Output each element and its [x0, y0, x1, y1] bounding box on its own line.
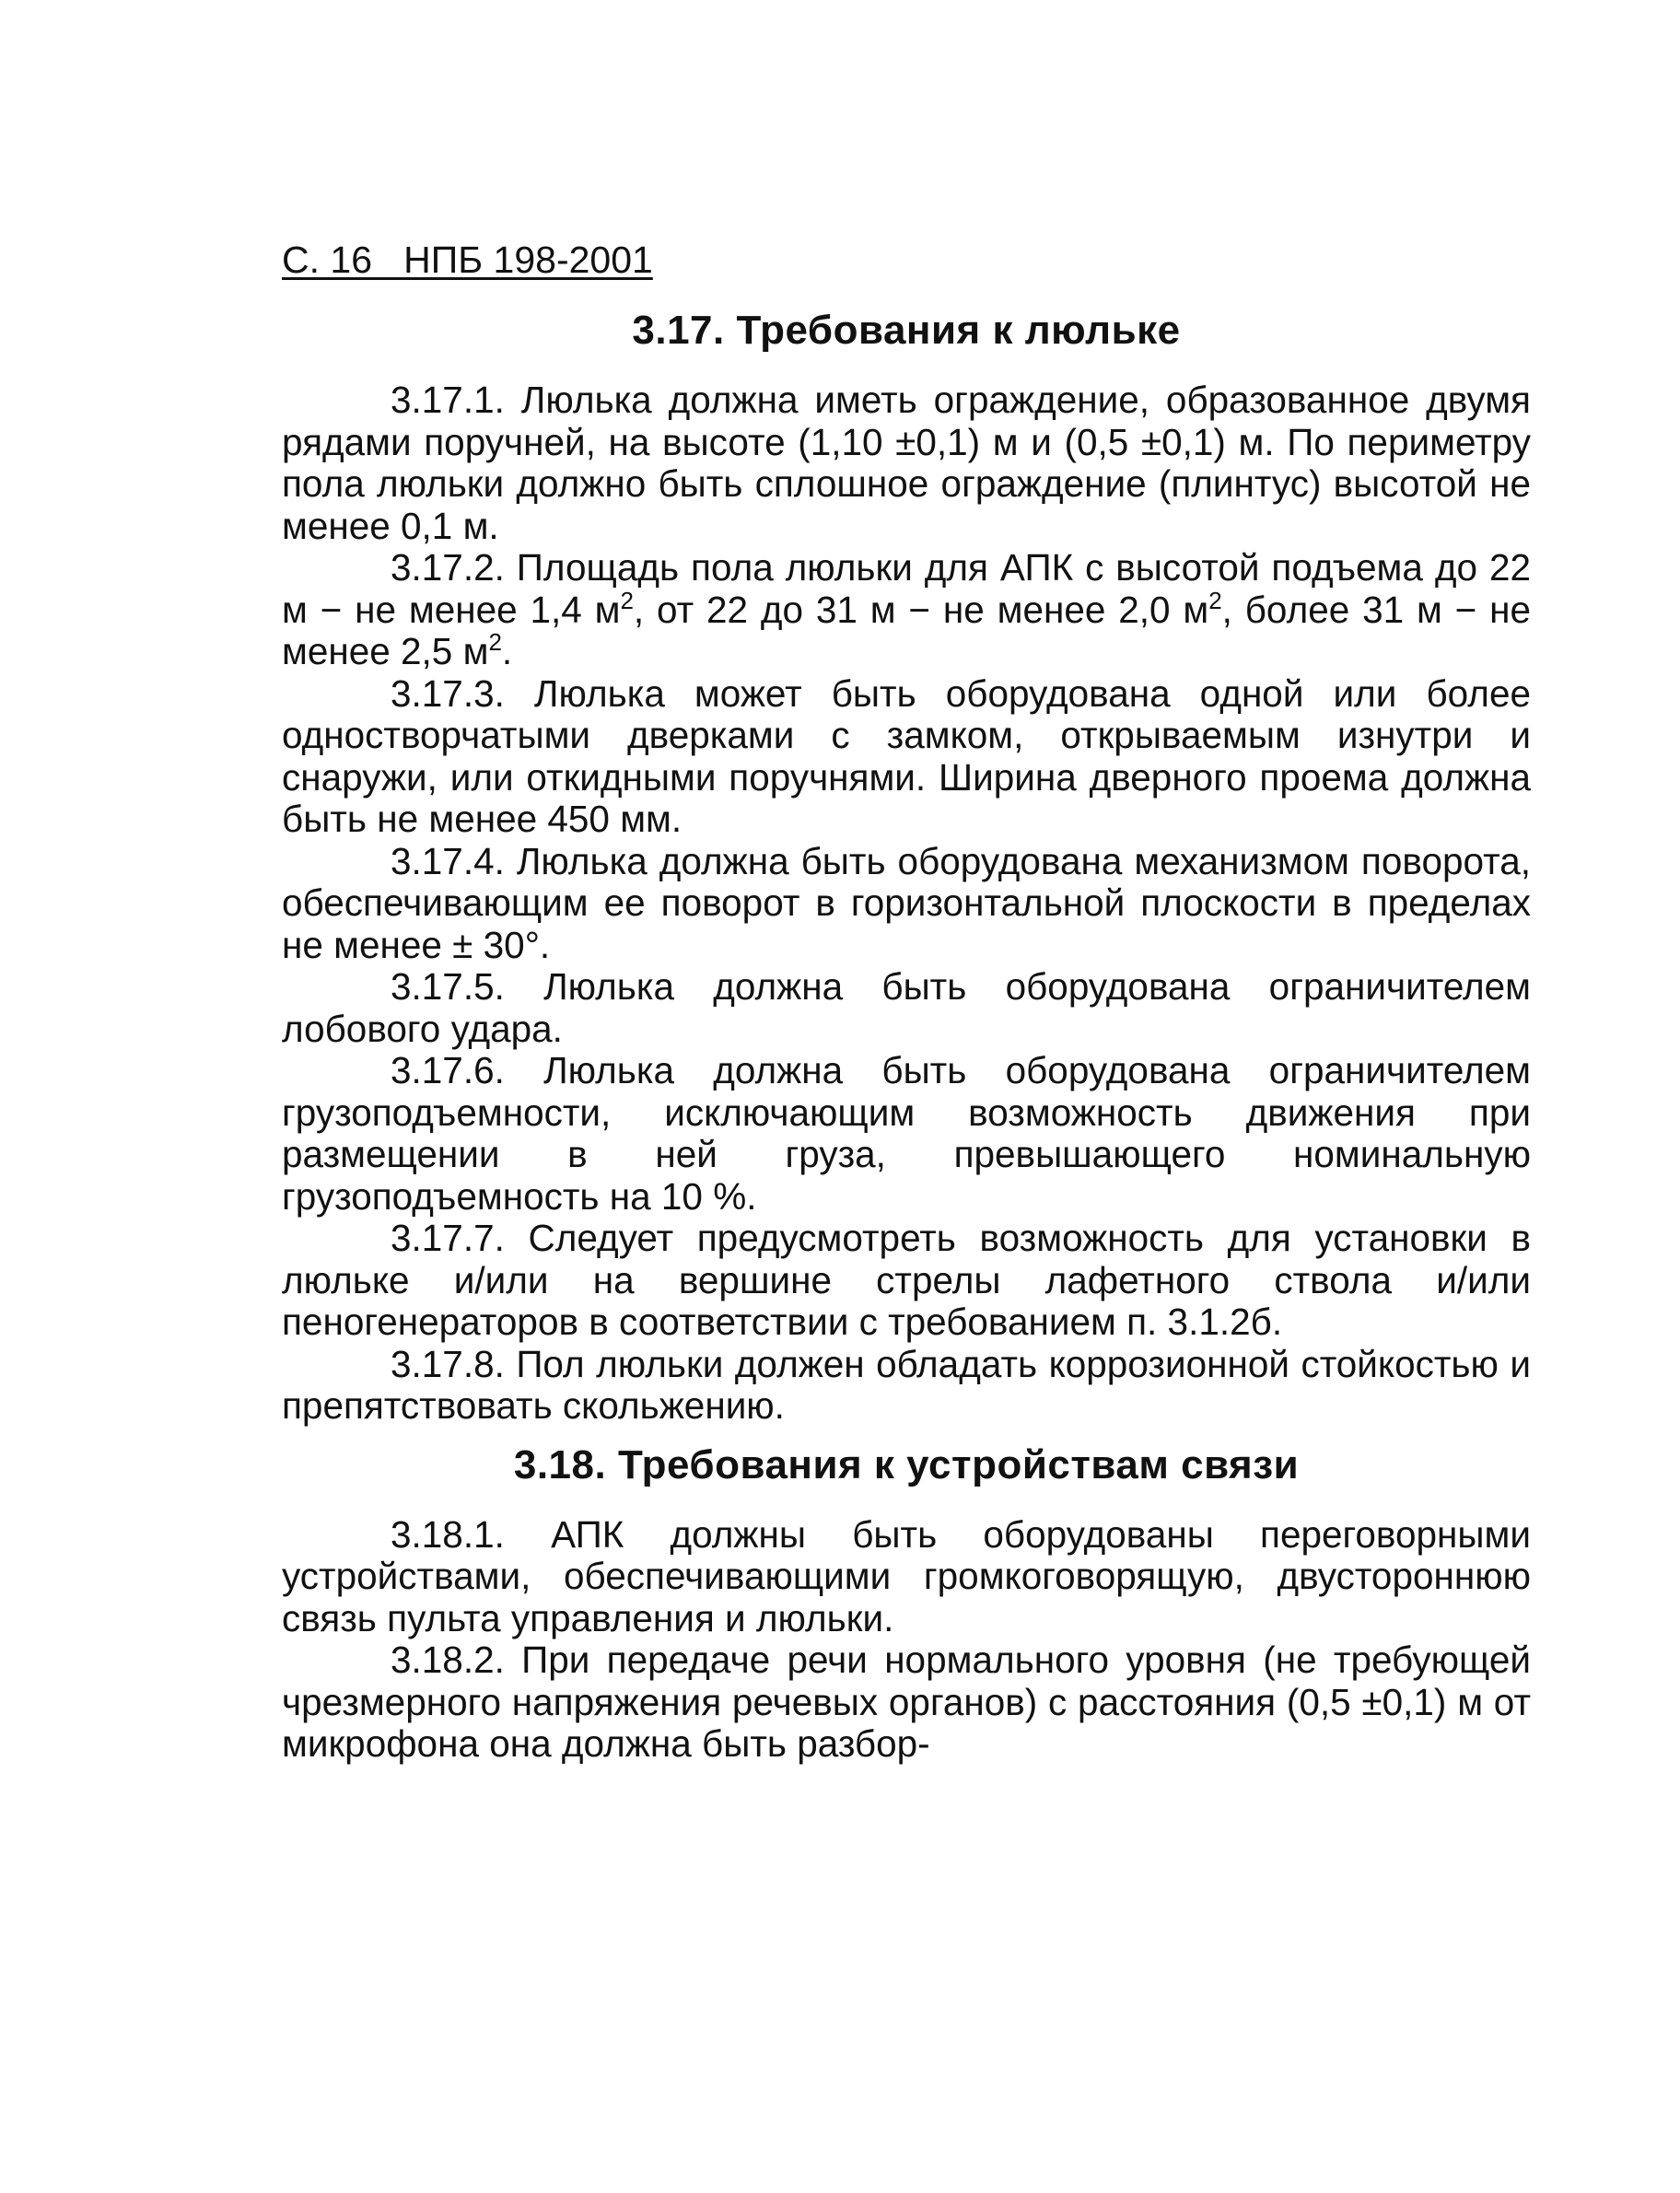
paragraph-3-17-1: 3.17.1. Люлька должна иметь ограждение, образованное двумя рядами поручней, на высоте (1,10 ±0,1) м и (0,5 ±0,1) м. По периметру пола люльки должно быть сплошное ограждение (плинтус) высотой не менее 0,1 м.	[282, 379, 1531, 547]
paragraph-3-18-2: 3.18.2. При передаче речи нормального уровня (не требующей чрезмерного напряжения речевых органов) с расстояния (0,5 ±0,1) м от микрофона она должна быть разбор-	[282, 1639, 1531, 1765]
superscript-2: 2	[1208, 586, 1222, 614]
superscript-2: 2	[620, 586, 634, 614]
paragraph-3-17-8: 3.17.8. Пол люльки должен обладать коррозионной стойкостью и препятствовать скольжению.	[282, 1342, 1531, 1427]
paragraph-3-17-3: 3.17.3. Люлька может быть оборудована одной или более одностворчатыми дверками с замком, открываемым изнутри и снаружи, или откидными поручнями. Ширина дверного проема должна быть не менее 450 мм.	[282, 671, 1531, 840]
paragraph-3-18-1: 3.18.1. АПК должны быть оборудованы переговорными устройствами, обеспечивающими громкоговорящую, двустороннюю связь пульта управления и люльки.	[282, 1512, 1531, 1639]
paragraph-3-17-4: 3.17.4. Люлька должна быть оборудована механизмом поворота, обеспечивающим ее поворот в горизонтальной плоскости в пределах не менее ± 30°.	[282, 839, 1531, 966]
superscript-2: 2	[488, 628, 502, 656]
section-heading: 3.17. Требования к люльке	[632, 308, 1181, 353]
paragraph-3-17-2: 3.17.2. Площадь пола люльки для АПК с высотой подъема до 22 м − не менее 1,4 $м^2$, от 22 до 31 м − не менее 2,0 $м^2$, более 31 м − не менее 2,5 $м^2$.	[282, 546, 1531, 672]
paragraph-3-17-6: 3.17.6. Люлька должна быть оборудована ограничителем грузоподъемности, исключающим возможность движения при размещении в ней груза, превышающего номинальную грузоподъемность на 10 %.	[282, 1049, 1531, 1218]
section-heading: 3.18. Требования к устройствам связи	[513, 1441, 1300, 1487]
section-3-18	[282, 1441, 1531, 1766]
section-3-17	[282, 306, 1531, 1428]
running-header: С. 16 НПБ 198-2001	[282, 239, 653, 281]
document-body	[282, 306, 1531, 1766]
paragraph-3-17-7: 3.17.7. Следует предусмотреть возможность для установки в люльке и/или на вершине стрелы лафетного ствола и/или пеногенераторов в соответствии с требованием п. 3.1.2б.	[282, 1217, 1531, 1343]
paragraph-3-17-5: 3.17.5. Люлька должна быть оборудована ограничителем лобового удара.	[282, 965, 1531, 1050]
